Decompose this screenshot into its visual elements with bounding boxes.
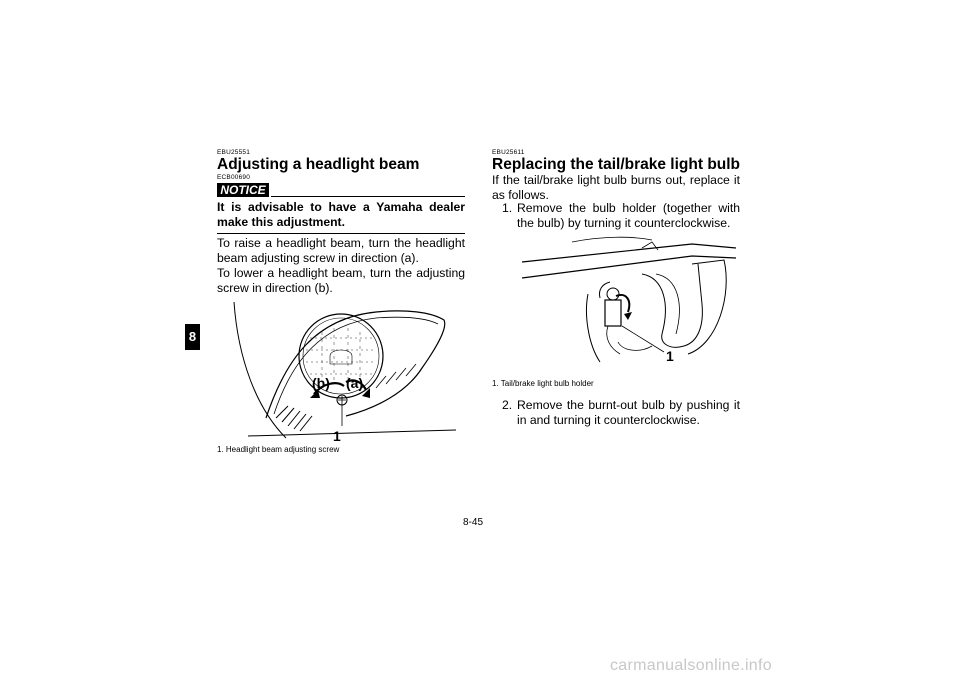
notice-rule [217, 233, 465, 234]
figure-caption: 1. Headlight beam adjusting screw [217, 445, 340, 454]
page-number: 8-45 [463, 517, 484, 528]
headlight-illustration [226, 298, 466, 448]
paragraph: If the tail/brake light bulb burns out, replace it as follows. [492, 173, 740, 203]
doc-code: EBU25551 [217, 149, 251, 156]
footer-watermark: carmanualsonline.info [610, 657, 772, 674]
step-text: Remove the burnt-out bulb by pushing it in and turning it counterclockwise. [517, 398, 740, 428]
figure-caption: 1. Tail/brake light bulb holder [492, 379, 594, 388]
section-heading: Adjusting a headlight beam [217, 156, 420, 173]
section-heading: Replacing the tail/brake light bulb [492, 156, 741, 173]
notice-text: It is advisable to have a Yamaha dealer make this adjustment. [217, 200, 465, 229]
figure-label-1: 1 [333, 428, 341, 444]
figure-label-b: (b) [312, 375, 330, 391]
figure-label-1: 1 [666, 348, 674, 364]
figure-label-a: (a) [346, 375, 364, 391]
section-tab: 8 [185, 324, 200, 350]
doc-code: EBU25611 [492, 149, 525, 156]
paragraph: To raise a headlight beam, turn the headlight beam adjusting screw in direction (a). [217, 236, 465, 266]
notice-rule [271, 196, 465, 197]
paragraph: To lower a headlight beam, turn the adjusting screw in direction (b). [217, 266, 465, 296]
step-number: 2. [502, 398, 513, 412]
step-text: Remove the bulb holder (together with the bulb) by turning it counterclockwise. [517, 201, 740, 231]
notice-badge: NOTICE [217, 183, 269, 197]
step-number: 1. [502, 201, 513, 215]
tail-light-illustration [492, 234, 740, 374]
doc-code: ECB00690 [217, 174, 251, 181]
